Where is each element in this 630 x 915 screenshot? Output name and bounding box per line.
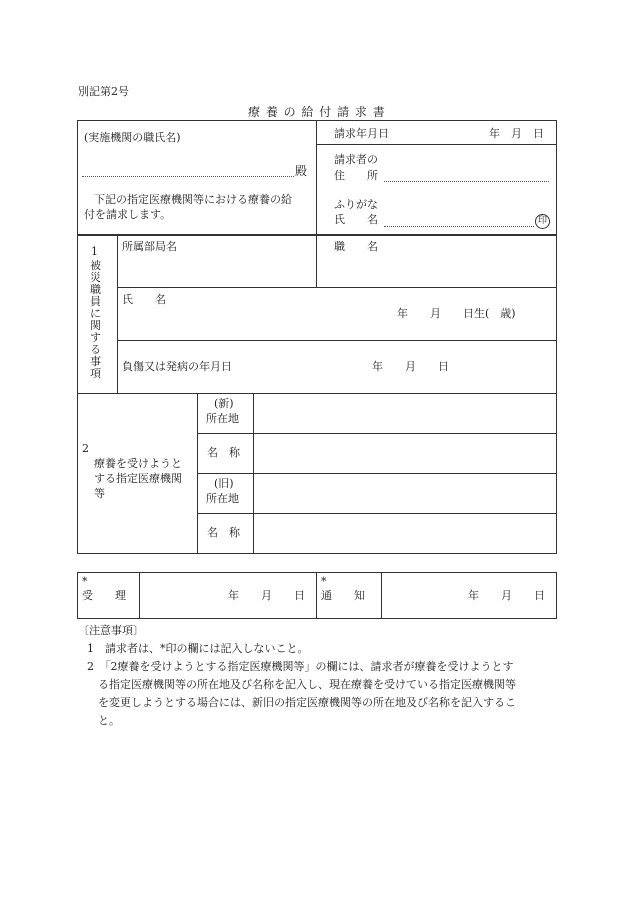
employee-name-label: 氏 名	[122, 293, 166, 306]
new-tag: (新)	[214, 397, 234, 410]
requester-name-label: 氏 名	[334, 213, 378, 226]
requester-address-label-2: 住 所	[334, 169, 378, 182]
receipt-date[interactable]: 年 月 日	[228, 589, 305, 602]
note-2-line3: を変更しようとする場合には、新旧の指定医療機関等の所在地及び名称を記入するこ	[98, 696, 516, 709]
section2-label-line1: 療養を受けようと	[94, 457, 182, 470]
receipt-label: 受 理	[82, 589, 126, 602]
furigana-label: ふりがな	[334, 198, 378, 211]
section1-number: 1	[91, 245, 98, 258]
position-field[interactable]	[317, 255, 556, 286]
section2-label-line2: する指定医療機関	[94, 472, 182, 485]
section2-number: 2	[82, 442, 89, 455]
notes-heading: 〔注意事項〕	[78, 624, 144, 637]
note-1: 1 請求者は、*印の欄には記入しないこと。	[87, 642, 309, 655]
receipt-mark: *	[82, 575, 88, 588]
form-title: 療 養 の 給 付 請 求 書	[248, 105, 386, 119]
requester-address-label-1: 請求者の	[334, 153, 378, 166]
addressee-label: (実施機関の職氏名)	[84, 131, 181, 144]
notice-label: 通 知	[321, 589, 365, 602]
old-name-label: 名 称	[207, 526, 240, 539]
position-label: 職 名	[334, 240, 378, 253]
request-date-value[interactable]: 年 月 日	[489, 127, 544, 140]
new-name-field[interactable]	[254, 434, 556, 472]
note-2-line1: 2 「2療養を受けようとする指定医療機関等」の欄には、請求者が療養を受けようとす	[87, 660, 514, 673]
honorific: 殿	[295, 164, 308, 178]
note-2-line4: と。	[98, 714, 120, 727]
request-text-line1: 下記の指定医療機関等における療養の給	[94, 193, 292, 206]
new-location-field[interactable]	[254, 394, 556, 432]
birth-date-label[interactable]: 年 月 日生( 歳)	[397, 307, 516, 320]
requester-name-field[interactable]	[384, 226, 534, 227]
requester-address-field[interactable]	[384, 181, 549, 182]
employee-name-field[interactable]	[160, 290, 390, 336]
request-text-line2: 付を請求します。	[84, 208, 172, 221]
new-location-label: 所在地	[206, 412, 239, 425]
notice-mark: *	[321, 575, 327, 588]
notice-date[interactable]: 年 月 日	[468, 589, 545, 602]
note-2-line2: る指定医療機関等の所在地及び名称を記入し、現在療養を受けている指定医療機関等	[98, 678, 516, 691]
addressee-field[interactable]	[82, 176, 294, 177]
request-date-label: 請求年月日	[334, 127, 389, 140]
injury-date-label: 負傷又は発病の年月日	[122, 360, 232, 373]
seal-icon: 印	[535, 214, 550, 229]
old-location-label: 所在地	[206, 492, 239, 505]
old-tag: (旧)	[214, 477, 234, 490]
new-name-label: 名 称	[207, 446, 240, 459]
old-name-field[interactable]	[254, 514, 556, 553]
section2-label-line3: 等	[94, 487, 105, 500]
form-number: 別記第2号	[78, 85, 129, 98]
department-label: 所属部局名	[122, 240, 177, 253]
old-location-field[interactable]	[254, 474, 556, 512]
department-field[interactable]	[118, 255, 315, 286]
injury-date-value[interactable]: 年 月 日	[372, 360, 449, 373]
